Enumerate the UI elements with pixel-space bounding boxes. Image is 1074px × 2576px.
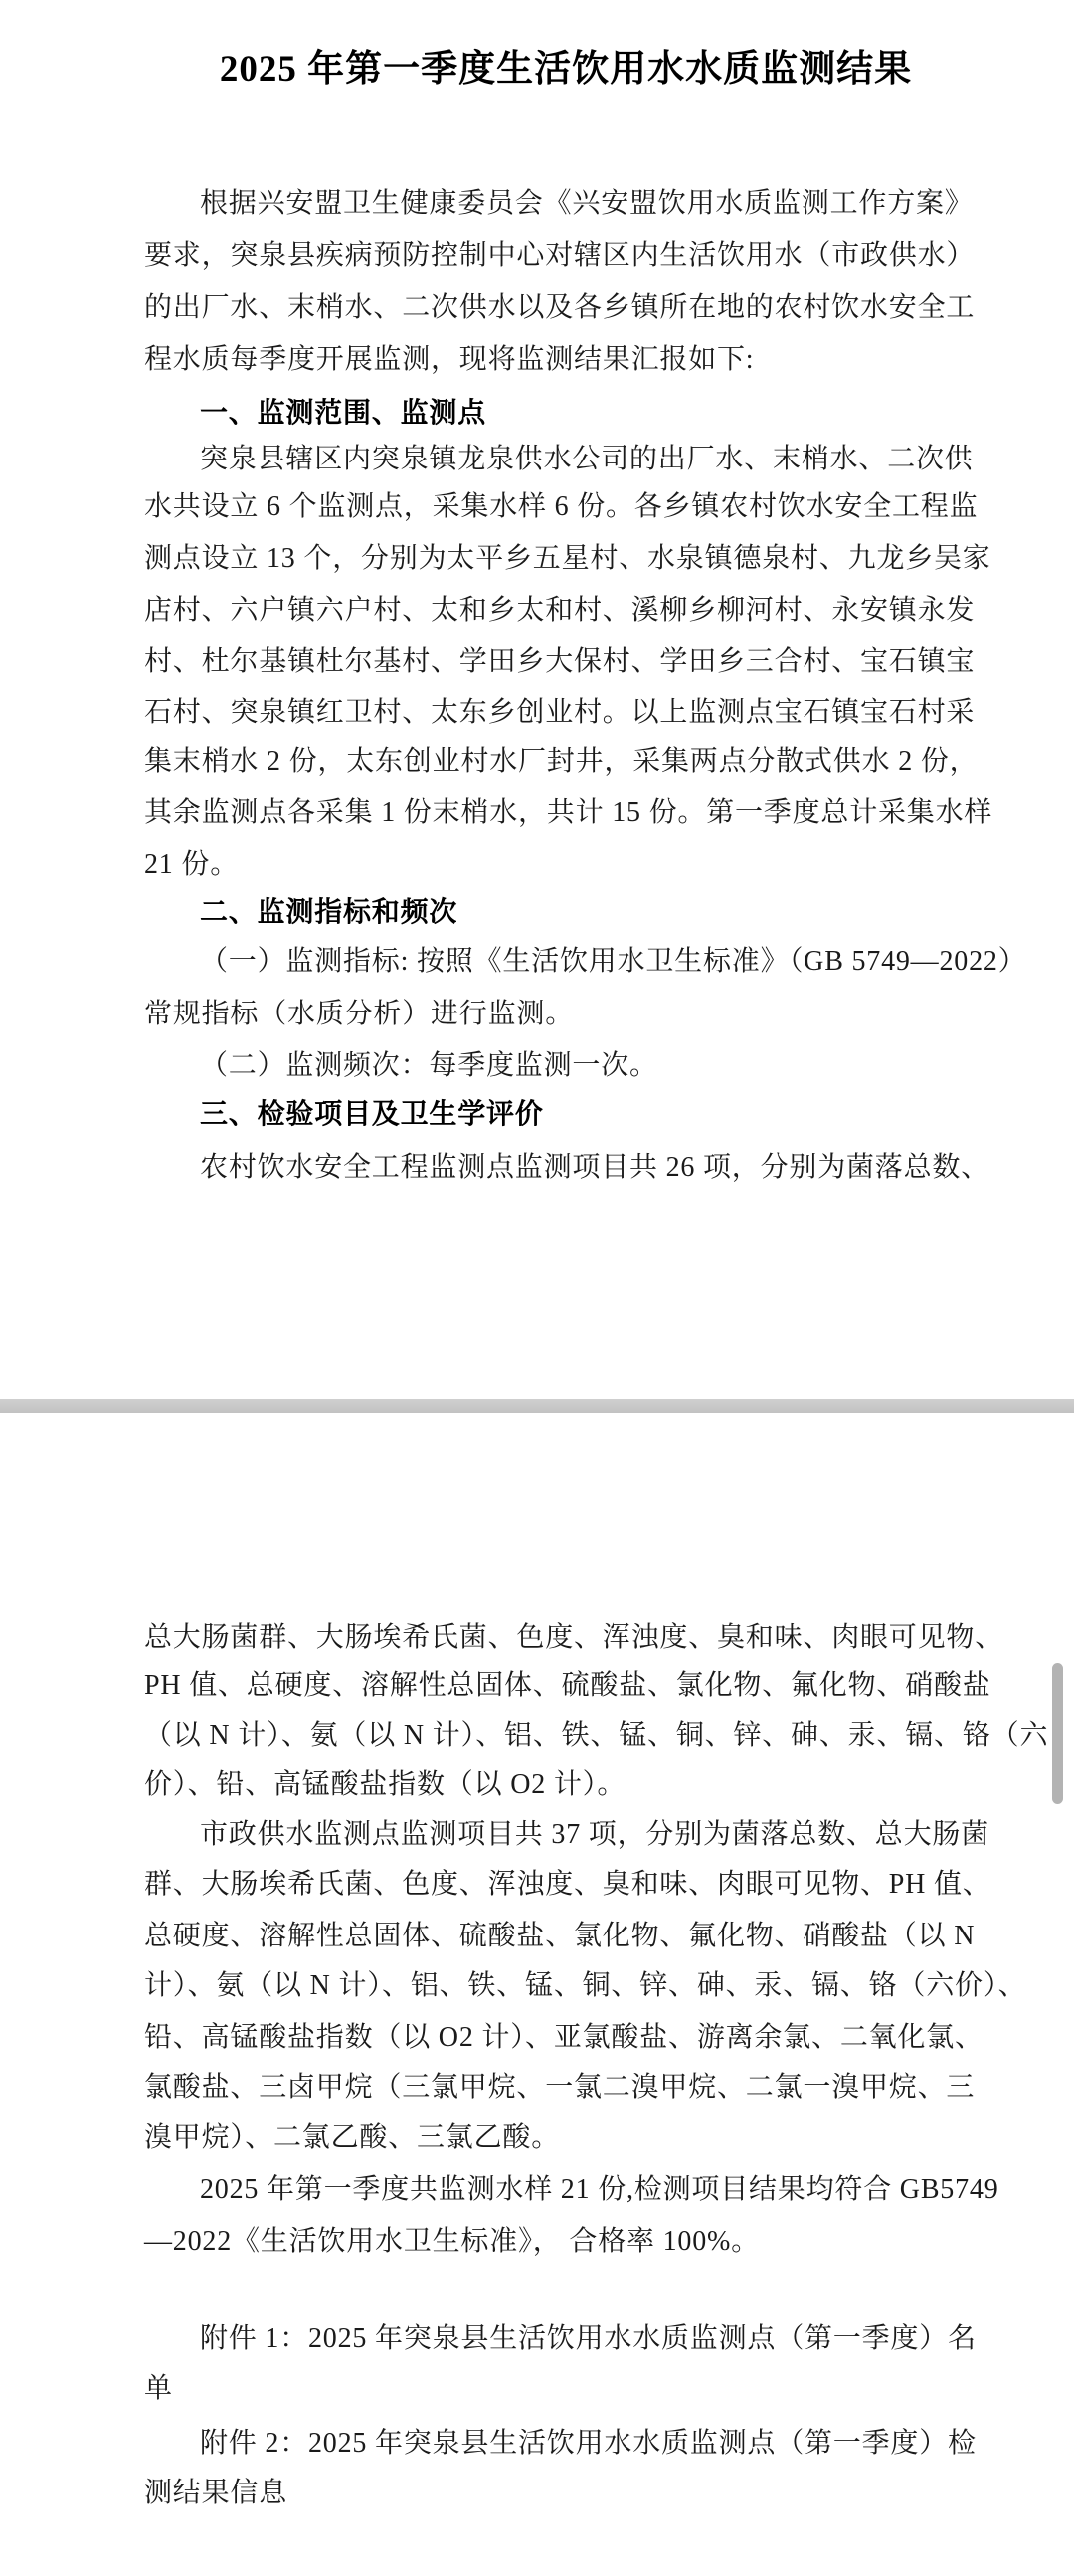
- doc-line: 水共设立 6 个监测点，采集水样 6 份。各乡镇农村饮水安全工程监: [144, 491, 979, 522]
- doc-line: —2022《生活饮用水卫生标准》， 合格率 100%。: [144, 2226, 760, 2257]
- doc-line: 总硬度、溶解性总固体、硫酸盐、氯化物、氟化物、硝酸盐（以 N: [144, 1921, 976, 1951]
- doc-line: 铅、高锰酸盐指数（以 O2 计）、亚氯酸盐、游离余氯、二氧化氯、: [144, 2022, 984, 2053]
- section-heading-3: 三、检验项目及卫生学评价: [200, 1098, 544, 1129]
- attachment-line-1: 附件 1：2025 年突泉县生活饮用水水质监测点（第一季度）名: [200, 2323, 977, 2354]
- doc-line: 根据兴安盟卫生健康委员会《兴安盟饮用水质监测工作方案》: [200, 188, 974, 219]
- doc-line: 21 份。: [144, 849, 240, 880]
- attachment-line-1-cont: 单: [144, 2373, 173, 2404]
- doc-line: 常规指标（水质分析）进行监测。: [144, 999, 575, 1029]
- scrollbar-thumb[interactable]: [1052, 1663, 1063, 1804]
- doc-line: 要求，突泉县疾病预防控制中心对辖区内生活饮用水（市政供水）: [144, 240, 976, 271]
- doc-line: PH 值、总硬度、溶解性总固体、硫酸盐、氯化物、氟化物、硝酸盐: [144, 1670, 991, 1701]
- doc-line: （一）监测指标: 按照《生活饮用水卫生标准》（GB 5749—2022）: [200, 946, 1027, 977]
- doc-line: 店村、六户镇六户村、太和乡太和村、溪柳乡柳河村、永安镇永发: [144, 595, 976, 626]
- doc-line: 的出厂水、末梢水、二次供水以及各乡镇所在地的农村饮水安全工: [144, 292, 976, 323]
- doc-line: 农村饮水安全工程监测点监测项目共 26 项，分别为菌落总数、: [200, 1152, 990, 1183]
- page-title: 2025 年第一季度生活饮用水水质监测结果: [219, 49, 913, 90]
- doc-line: 村、杜尔基镇杜尔基村、学田乡大保村、学田乡三合村、宝石镇宝: [144, 646, 976, 677]
- doc-line: 计）、氨（以 N 计）、铝、铁、锰、铜、锌、砷、汞、镉、铬（六价）、: [144, 1970, 1027, 2001]
- attachment-line-2-cont: 测结果信息: [144, 2478, 288, 2508]
- doc-line: 总大肠菌群、大肠埃希氏菌、色度、浑浊度、臭和味、肉眼可见物、: [144, 1622, 1004, 1653]
- attachment-line-2: 附件 2：2025 年突泉县生活饮用水水质监测点（第一季度）检: [200, 2428, 977, 2459]
- doc-line: （二）监测频次：每季度监测一次。: [200, 1050, 658, 1081]
- section-heading-1: 一、监测范围、监测点: [200, 397, 487, 428]
- doc-line: 程水质每季度开展监测，现将监测结果汇报如下:: [144, 344, 755, 375]
- doc-line: 市政供水监测点监测项目共 37 项，分别为菌落总数、总大肠菌: [200, 1819, 990, 1850]
- doc-line: （以 N 计）、氨（以 N 计）、铝、铁、锰、铜、锌、砷、汞、镉、铬（六: [144, 1720, 1049, 1750]
- page-divider: [0, 1399, 1074, 1413]
- doc-line: 价）、铅、高锰酸盐指数（以 O2 计）。: [144, 1769, 626, 1800]
- doc-line: 群、大肠埃希氏菌、色度、浑浊度、臭和味、肉眼可见物、PH 值、: [144, 1869, 991, 1900]
- section-heading-2: 二、监测指标和频次: [200, 896, 458, 927]
- doc-line: 突泉县辖区内突泉镇龙泉供水公司的出厂水、末梢水、二次供: [200, 444, 974, 474]
- doc-line: 集末梢水 2 份，太东创业村水厂封井，采集两点分散式供水 2 份，: [144, 746, 979, 777]
- doc-line: 溴甲烷）、二氯乙酸、三氯乙酸。: [144, 2122, 561, 2153]
- doc-line: 测点设立 13 个，分别为太平乡五星村、水泉镇德泉村、九龙乡吴家: [144, 543, 991, 574]
- doc-line: 氯酸盐、三卤甲烷（三氯甲烷、一氯二溴甲烷、二氯一溴甲烷、三: [144, 2072, 976, 2103]
- doc-line: 石村、突泉镇红卫村、太东乡创业村。以上监测点宝石镇宝石村采: [144, 697, 976, 728]
- doc-line: 2025 年第一季度共监测水样 21 份,检测项目结果均符合 GB5749: [200, 2174, 999, 2205]
- doc-line: 其余监测点各采集 1 份末梢水，共计 15 份。第一季度总计采集水样: [144, 797, 993, 828]
